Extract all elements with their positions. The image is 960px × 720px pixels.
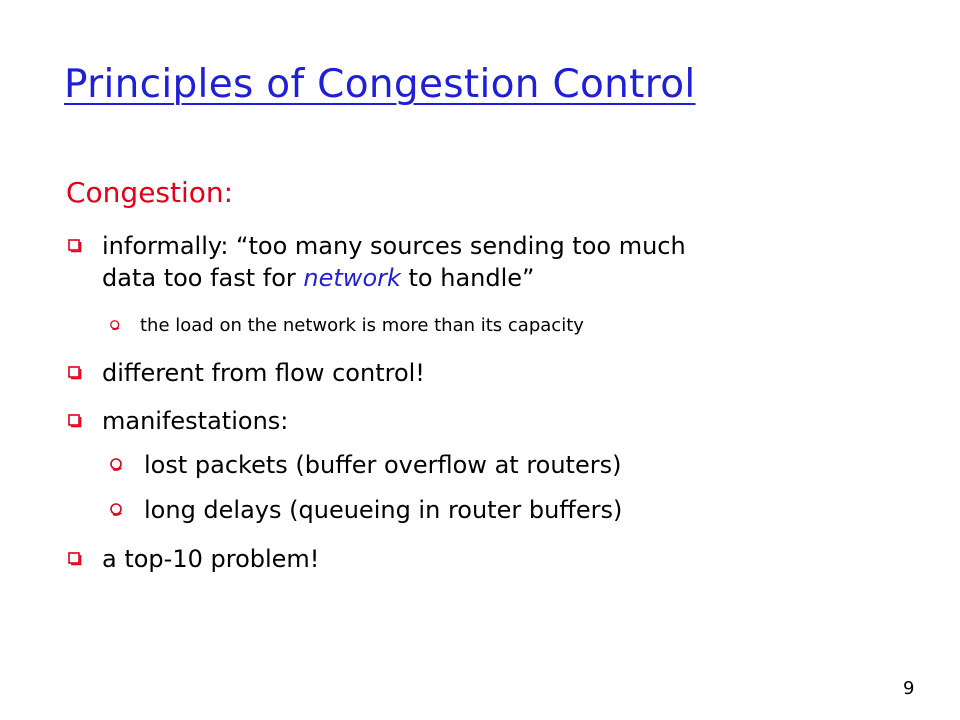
square-bullet-icon	[68, 366, 82, 380]
sub-bullet-text: lost packets (buffer overflow at routers)	[144, 451, 622, 479]
bullet-line-2-end: to handle”	[400, 264, 535, 292]
page-number: 9	[903, 678, 915, 699]
square-bullet-icon	[68, 552, 82, 566]
slide-title: Principles of Congestion Control	[64, 62, 696, 107]
round-bullet-icon	[110, 503, 124, 517]
bullet-line-2	[102, 262, 686, 294]
bullet-line-1: informally: “too many sources sending too much	[102, 232, 686, 260]
bullet-text: manifestations:	[102, 407, 289, 435]
square-bullet-icon	[68, 414, 82, 428]
bullet-text	[102, 230, 686, 294]
bullet-line-2-start: data too fast for	[102, 264, 304, 292]
section-heading: Congestion:	[66, 176, 234, 209]
round-bullet-icon	[110, 458, 124, 472]
square-bullet-icon	[68, 239, 82, 253]
sub-bullet-text: long delays (queueing in router buffers)	[144, 496, 623, 524]
sub-bullet-text: the load on the network is more than its capacity	[140, 315, 584, 336]
emphasis-network: network	[303, 264, 401, 292]
bullet-text: a top-10 problem!	[102, 545, 320, 573]
round-bullet-icon	[110, 320, 121, 331]
bullet-text: different from flow control!	[102, 359, 425, 387]
